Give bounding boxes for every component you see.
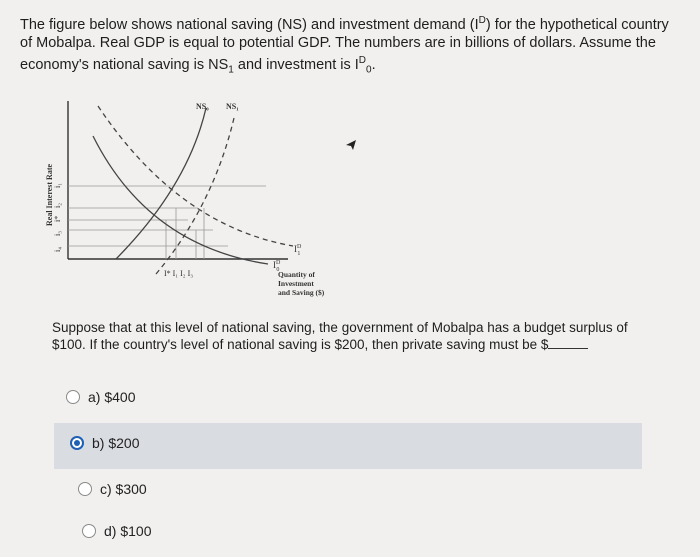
ylabel-i3: i₃	[53, 230, 62, 236]
option-c-label: c) $300	[100, 481, 147, 497]
ylabel-i1: i₁	[53, 182, 62, 188]
saving-investment-figure	[38, 96, 378, 326]
question-text: Suppose that at this level of national saving, the government of Mobalpa has a budget surplus of $100. If the country's level of national saving is $200, then private saving must be $	[52, 320, 628, 352]
ylabel-i2: i₂	[53, 202, 62, 208]
option-b-label: b) $200	[92, 435, 140, 451]
option-d[interactable]	[82, 523, 151, 539]
question-intro: The figure below shows national saving (NS) and investment demand $(I^D)$ for the hypothetical country of Mobalpa. Real GDP is equal to potential GDP. The numbers are in billions of dollars. Assume the economy's national saving is $NS_1$ and investment is $I^D_0$.	[20, 15, 669, 76]
id0-curve	[93, 136, 268, 264]
x-axis-title-2: Investment	[278, 279, 314, 288]
mouse-cursor-icon	[344, 138, 358, 152]
option-c-radio[interactable]	[78, 482, 92, 496]
label-ns1: NS₁	[226, 102, 239, 111]
id1-curve	[98, 106, 293, 246]
option-b[interactable]	[70, 435, 139, 451]
label-id1: $I^D$ 1	[294, 244, 302, 257]
option-a[interactable]	[66, 389, 135, 405]
ylabel-istar: i*	[53, 215, 62, 222]
option-a-label: a) $400	[88, 389, 136, 405]
answer-blank	[548, 336, 588, 349]
y-axis-title: Real Interest Rate	[45, 163, 54, 226]
option-d-radio[interactable]	[82, 524, 96, 538]
selected-option-highlight	[54, 423, 642, 469]
label-ns0: NS₀	[196, 102, 209, 111]
x-tick-labels: I* I₁ I₂ I₃	[164, 269, 194, 278]
ns0-curve	[116, 108, 206, 259]
option-a-radio[interactable]	[66, 390, 80, 404]
option-b-radio[interactable]	[70, 436, 84, 450]
option-c[interactable]	[78, 481, 147, 497]
ylabel-i4: i₄	[53, 246, 62, 252]
figure-svg	[38, 96, 378, 326]
x-axis-title-3: and Saving ($)	[278, 288, 325, 297]
x-axis-title-1: Quantity of	[278, 270, 315, 279]
option-d-label: d) $100	[104, 523, 152, 539]
label-id0: $I^D$ 0	[273, 260, 281, 273]
